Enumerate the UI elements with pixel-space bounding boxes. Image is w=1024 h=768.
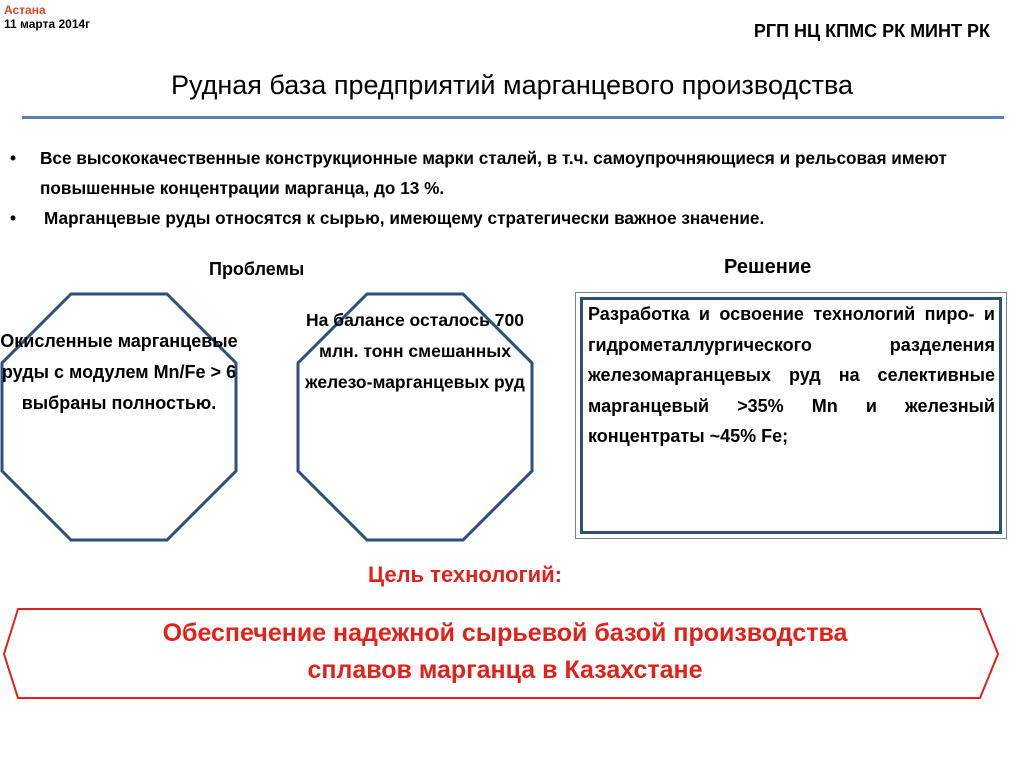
goal-text-line-1: Обеспечение надежной сырьевой базой производства xyxy=(162,619,848,647)
city-label: Астана xyxy=(4,3,46,17)
bullet-text: Все высококачественные конструкционные марки сталей, в т.ч. самоупрочняющиеся и рельсовая имеют повышенные концентрации марганца, до 13 %. xyxy=(40,148,947,198)
solution-box xyxy=(575,292,1007,539)
bullet-list xyxy=(10,143,1000,233)
goal-text-line-2: сплавов марганца в Казахстане xyxy=(307,656,703,684)
organization-name: РГП НЦ КПМС РК МИНТ РК xyxy=(753,21,990,41)
problem-text-2: На балансе осталось 700 млн. тонн смешанных железо-марганцевых руд xyxy=(305,310,525,392)
goal-text xyxy=(0,615,1010,689)
bullet-icon: • xyxy=(10,208,17,228)
problem-octagon-2 xyxy=(296,292,534,542)
bullet-item xyxy=(10,143,1000,203)
solution-text: Разработка и освоение технологий пиро- и гидрометаллургического разделения железомарганцевых руд на селективные марганцевый >35% Mn и железный концентраты ~45% Fe; xyxy=(588,304,995,446)
problems-heading: Проблемы xyxy=(209,259,305,279)
problem-text-1: Окисленные марганцевые руды с модулем Mn/Fe > 6 выбраны полностью. xyxy=(0,331,238,413)
bullet-text: Марганцевые руды относятся к сырью, имеющему стратегически важное значение. xyxy=(44,208,765,228)
bullet-icon: • xyxy=(10,148,17,168)
problem-octagon-1 xyxy=(0,292,238,542)
date-label: 11 марта 2014г xyxy=(4,17,91,31)
solution-heading: Решение xyxy=(724,256,812,278)
goal-heading: Цель технологий: xyxy=(368,562,562,587)
slide-title: Рудная база предприятий марганцевого производства xyxy=(170,70,854,100)
title-divider xyxy=(22,116,1004,119)
goal-box xyxy=(0,607,1010,702)
bullet-item xyxy=(10,203,1000,233)
